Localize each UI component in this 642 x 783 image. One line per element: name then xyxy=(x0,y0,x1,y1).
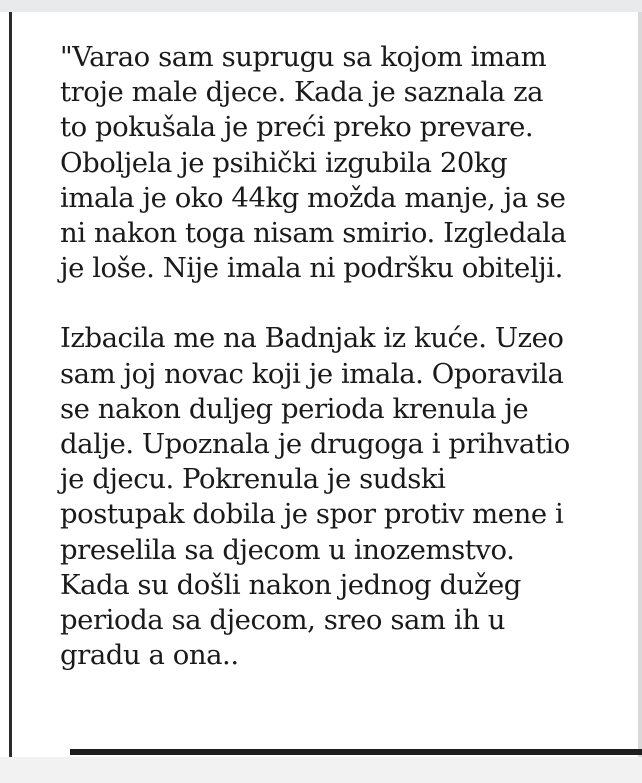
text-line: Izbacila me na Badnjak iz kuće. Uzeo xyxy=(60,322,564,355)
bottom-strip xyxy=(0,757,642,783)
left-border xyxy=(9,12,12,757)
text-line: troje male djece. Kada je saznala za xyxy=(60,76,544,109)
text-line: perioda sa djecom, sreo sam ih u xyxy=(60,604,506,637)
paragraph-2 xyxy=(60,321,620,673)
story-text xyxy=(60,40,620,673)
text-line: Oboljela je psihički izgubila 20kg xyxy=(60,146,508,179)
top-strip xyxy=(0,0,642,12)
text-line: sam joj novac koji je imala. Oporavila xyxy=(60,357,564,390)
right-edge xyxy=(638,12,642,757)
text-line: to pokušala je preći preko prevare. xyxy=(60,111,534,144)
text-line: postupak dobila je spor protiv mene i xyxy=(60,498,564,531)
text-line: Kada su došli nakon jednog dužeg xyxy=(60,568,521,601)
text-line: je djecu. Pokrenula je sudski xyxy=(60,463,446,496)
bottom-bar xyxy=(70,749,642,755)
text-line: je loše. Nije imala ni podršku obitelji. xyxy=(60,252,563,285)
text-line: "Varao sam suprugu sa kojom imam xyxy=(60,41,547,73)
text-line: preselila sa djecom u inozemstvo. xyxy=(60,533,515,566)
text-line: dalje. Upoznala je drugoga i prihvatio xyxy=(60,428,570,461)
text-line: gradu a ona.. xyxy=(60,639,239,672)
text-line: se nakon duljeg perioda krenula je xyxy=(60,392,529,425)
paragraph-1 xyxy=(60,40,620,286)
text-line: imala je oko 44kg možda manje, ja se xyxy=(60,181,566,214)
text-line: ni nakon toga nisam smirio. Izgledala xyxy=(60,217,567,250)
